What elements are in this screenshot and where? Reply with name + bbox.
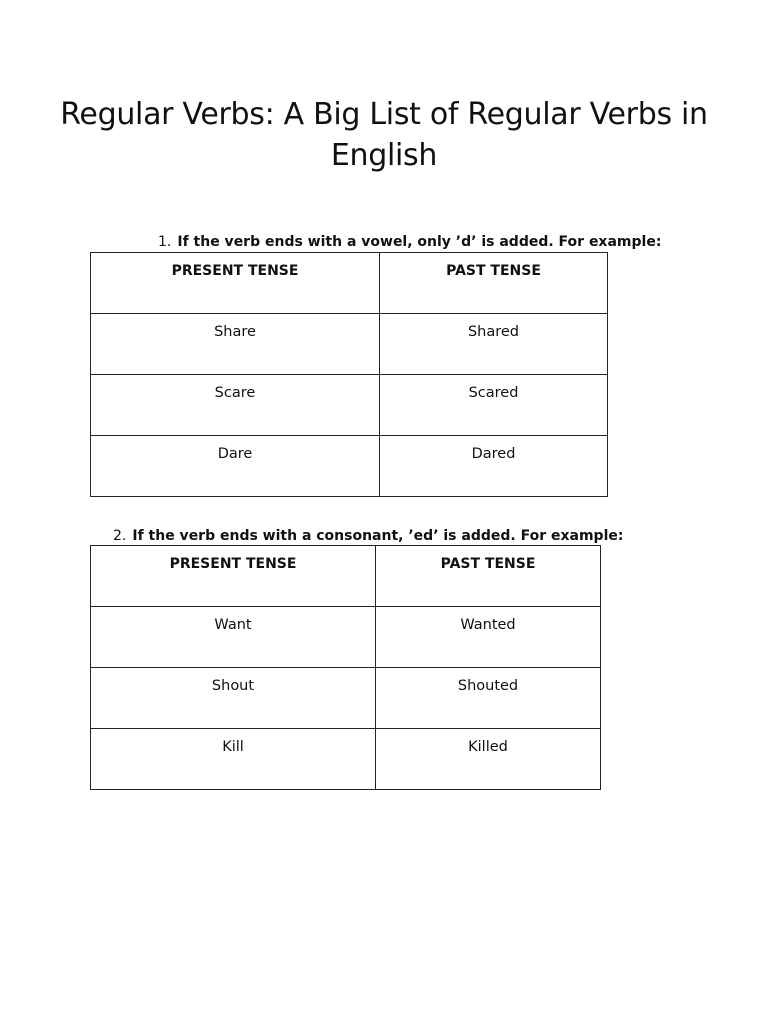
table-row <box>91 607 601 668</box>
table-row <box>91 436 608 497</box>
table-row <box>91 375 608 436</box>
present-tense-cell: Share <box>91 314 380 375</box>
column-header-past: PAST TENSE <box>376 546 601 607</box>
table-header-row <box>91 253 608 314</box>
past-tense-cell: Shouted <box>376 668 601 729</box>
present-tense-cell: Kill <box>91 729 376 790</box>
column-header-present: PRESENT TENSE <box>91 546 376 607</box>
page-title: Regular Verbs: A Big List of Regular Verbs in English <box>60 97 708 173</box>
table-header-row <box>91 546 601 607</box>
rule-item-2 <box>113 527 623 545</box>
present-tense-cell: Dare <box>91 436 380 497</box>
table-row <box>91 668 601 729</box>
past-tense-cell: Dared <box>380 436 608 497</box>
column-header-past: PAST TENSE <box>380 253 608 314</box>
past-tense-cell: Shared <box>380 314 608 375</box>
past-tense-cell: Wanted <box>376 607 601 668</box>
present-tense-cell: Scare <box>91 375 380 436</box>
verb-table-1 <box>90 252 608 497</box>
table-row <box>91 729 601 790</box>
list-number: 1. <box>158 234 172 250</box>
present-tense-cell: Want <box>91 607 376 668</box>
past-tense-cell: Killed <box>376 729 601 790</box>
list-number: 2. <box>113 528 127 544</box>
past-tense-cell: Scared <box>380 375 608 436</box>
verb-table-2 <box>90 545 601 790</box>
rule-text: If the verb ends with a consonant, ’ed’ is added. For example: <box>132 528 624 544</box>
rule-item-1 <box>158 233 661 251</box>
column-header-present: PRESENT TENSE <box>91 253 380 314</box>
table-row <box>91 314 608 375</box>
rule-text: If the verb ends with a vowel, only ’d’ is added. For example: <box>177 234 662 250</box>
present-tense-cell: Shout <box>91 668 376 729</box>
